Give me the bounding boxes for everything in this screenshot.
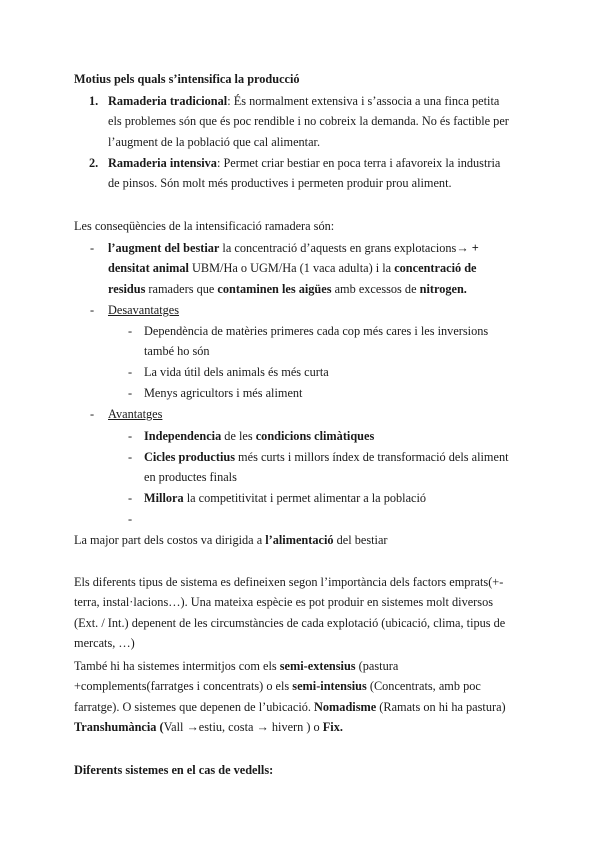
numbered-item-traditional — [74, 91, 510, 152]
bullet-dash: - — [128, 365, 133, 379]
consequences-intro: Les conseqüències de la intensificació ramadera són: — [74, 219, 335, 233]
bullet-disadvantages — [74, 300, 510, 320]
section-heading-intensification: Motius pels quals s’intensifica la producció — [74, 72, 300, 86]
costs-paragraph: La major part dels costos va dirigida a l’alimentació del bestiar — [74, 533, 388, 547]
bullet-dash: - — [90, 241, 95, 255]
advantage-item: - Millora la competitivitat i permet alimentar a la població — [74, 488, 510, 508]
disadvantage-item: - Dependència de matèries primeres cada cop més cares i les inversions també ho són — [74, 321, 510, 362]
systems-paragraph: Els diferents tipus de sistema es defineixen segon l’importància dels factors emprats(+-terra, instal·lacions…). Una mateixa espècie es pot produir en sistemes molt diversos (Ext. / Int.) depenent de les circumstàncies de cada explotació (ubicació, clima, tipus de mercats, …) — [74, 575, 506, 651]
disadvantage-item: - Menys agricultors i més aliment — [74, 383, 510, 403]
numbered-item-intensive — [74, 153, 510, 194]
disadvantage-item: - La vida útil dels animals és més curta — [74, 362, 510, 382]
advantage-item: - Independencia de les condicions climàtiques — [74, 426, 510, 446]
item-text: Ramaderia tradicional: És normalment extensiva i s’associa a una finca petita els problemes són que és poc rendible i no cobreix la demanda. No és factible per l’augment de la població que cal alimentar. — [108, 94, 509, 149]
item-text: Ramaderia intensiva: Permet criar bestiar en poca terra i afavoreix la industria de pinsos. Són molt més productives i permeten produir prou aliment. — [108, 156, 501, 191]
item-number: 1. — [89, 94, 99, 108]
disadvantages-title: Desavantatges — [108, 303, 180, 317]
bullet-advantages — [74, 404, 510, 424]
bullet-dash: - — [128, 429, 133, 443]
advantage-item: - Cicles productius més curts i millors índex de transformació dels aliment en productes finals — [74, 447, 510, 488]
bullet-text: l’augment del bestiar la concentració d’aquests en grans explotacions→ + densitat animal UBM/Ha o UGM/Ha (1 vaca adulta) i la concentració de residus ramaders que contaminen les aigües amb excessos de nitrogen. — [108, 241, 479, 296]
bullet-dash: - — [90, 407, 95, 421]
intermediate-systems-paragraph: També hi ha sistemes intermitjos com els semi-extensius (pastura +complements(farratges i concentrats) o els semi-intensius (Concentrats, amb poc farratge). O sistemes que depenen de l’ubicació. Nomadisme (Ramats on hi ha pastura) Transhumància (Vall →estiu, costa → hivern ) o Fix. — [74, 659, 506, 735]
bullet-dash: - — [128, 512, 133, 526]
item-number: 2. — [89, 156, 99, 170]
bullet-dash: - — [90, 303, 95, 317]
bullet-livestock-increase — [74, 238, 510, 299]
bullet-dash: - — [128, 450, 133, 464]
section-heading-calves: Diferents sistemes en el cas de vedells: — [74, 763, 274, 777]
bullet-dash: - — [128, 386, 133, 400]
advantages-title: Avantatges — [108, 407, 163, 421]
bullet-dash: - — [128, 491, 133, 505]
bullet-dash: - — [128, 324, 133, 338]
